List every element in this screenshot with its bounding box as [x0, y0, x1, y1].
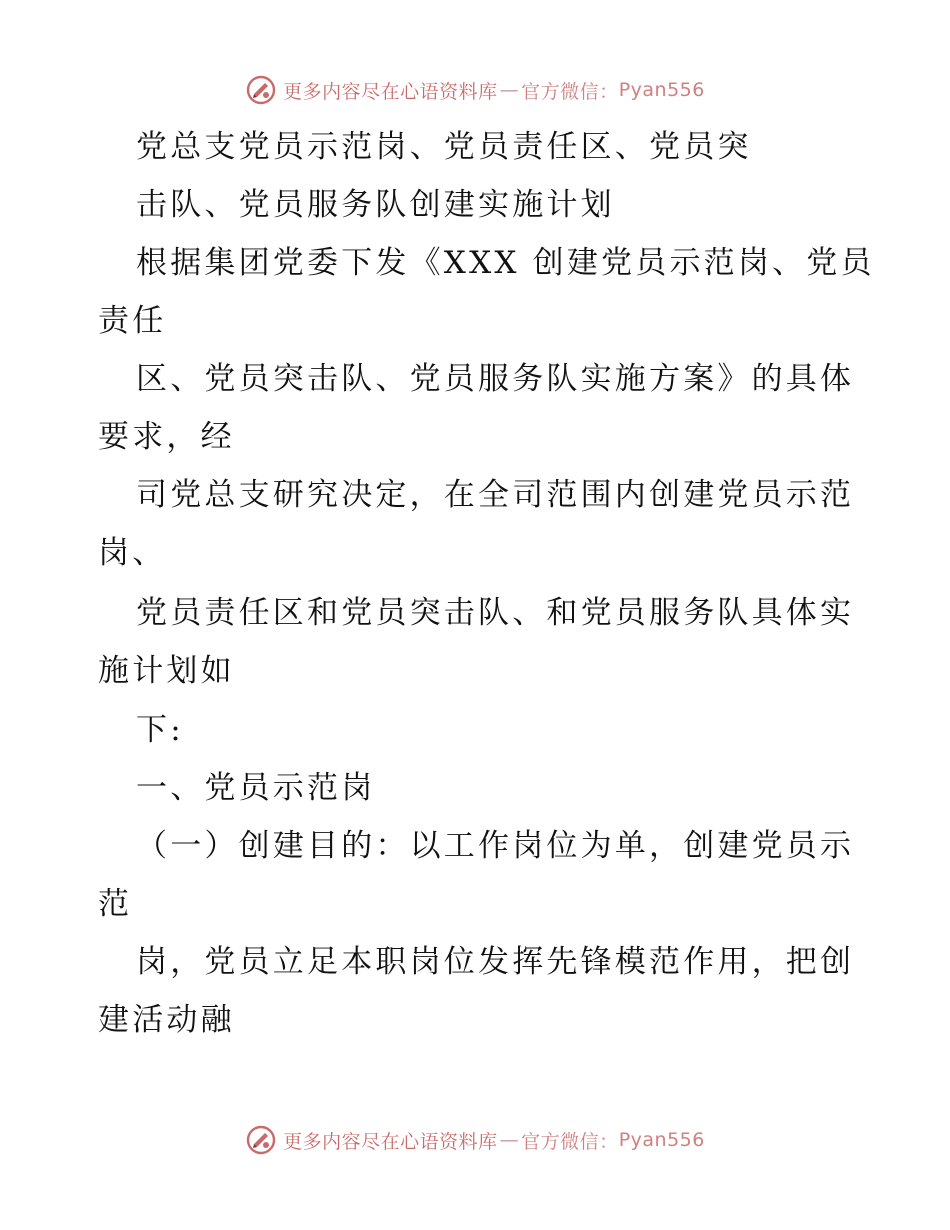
paragraph-line: 责任: [98, 303, 167, 339]
paragraph-line: （一）创建目的：以工作岗位为单，创建党员示: [136, 828, 855, 864]
paragraph-line: 司党总支研究决定，在全司范围内创建党员示范: [136, 477, 855, 513]
paragraph-line: 要求，经: [98, 419, 235, 455]
watermark-separator: —: [499, 79, 520, 101]
paragraph-line: 范: [98, 886, 133, 922]
paragraph-line: 建活动融: [98, 1002, 235, 1038]
paragraph-line: 下:: [136, 712, 184, 748]
footer-watermark: [0, 1120, 950, 1160]
paragraph-line: 区、党员突击队、党员服务队实施方案》的具体: [136, 361, 855, 397]
watermark-separator: —: [499, 1129, 520, 1151]
watermark-wechat-id: Pyan556: [618, 79, 705, 101]
paragraph-line: 根据集团党委下发《XXX 创建党员示范岗、党员: [136, 245, 875, 281]
paragraph-line: 党员责任区和党员突击队、和党员服务队具体实: [136, 595, 855, 631]
watermark-wechat-id: Pyan556: [618, 1129, 705, 1151]
header-watermark: [0, 70, 950, 110]
section-heading: 一、党员示范岗: [136, 770, 376, 806]
library-logo-icon: [245, 1124, 277, 1156]
title-line-1: 党总支党员示范岗、党员责任区、党员突: [136, 129, 752, 165]
watermark-text: 更多内容尽在心语资料库: [283, 1130, 498, 1153]
paragraph-line: 施计划如: [98, 653, 235, 689]
paragraph-line: 岗、: [98, 535, 167, 571]
title-line-2: 击队、党员服务队创建实施计划: [136, 187, 615, 223]
watermark-text: 更多内容尽在心语资料库: [283, 80, 498, 103]
watermark-wechat-label: 官方微信：: [521, 1130, 619, 1153]
library-logo-icon: [245, 74, 277, 106]
watermark-wechat-label: 官方微信：: [521, 80, 619, 103]
paragraph-line: 岗，党员立足本职岗位发挥先锋模范作用，把创: [136, 944, 855, 980]
